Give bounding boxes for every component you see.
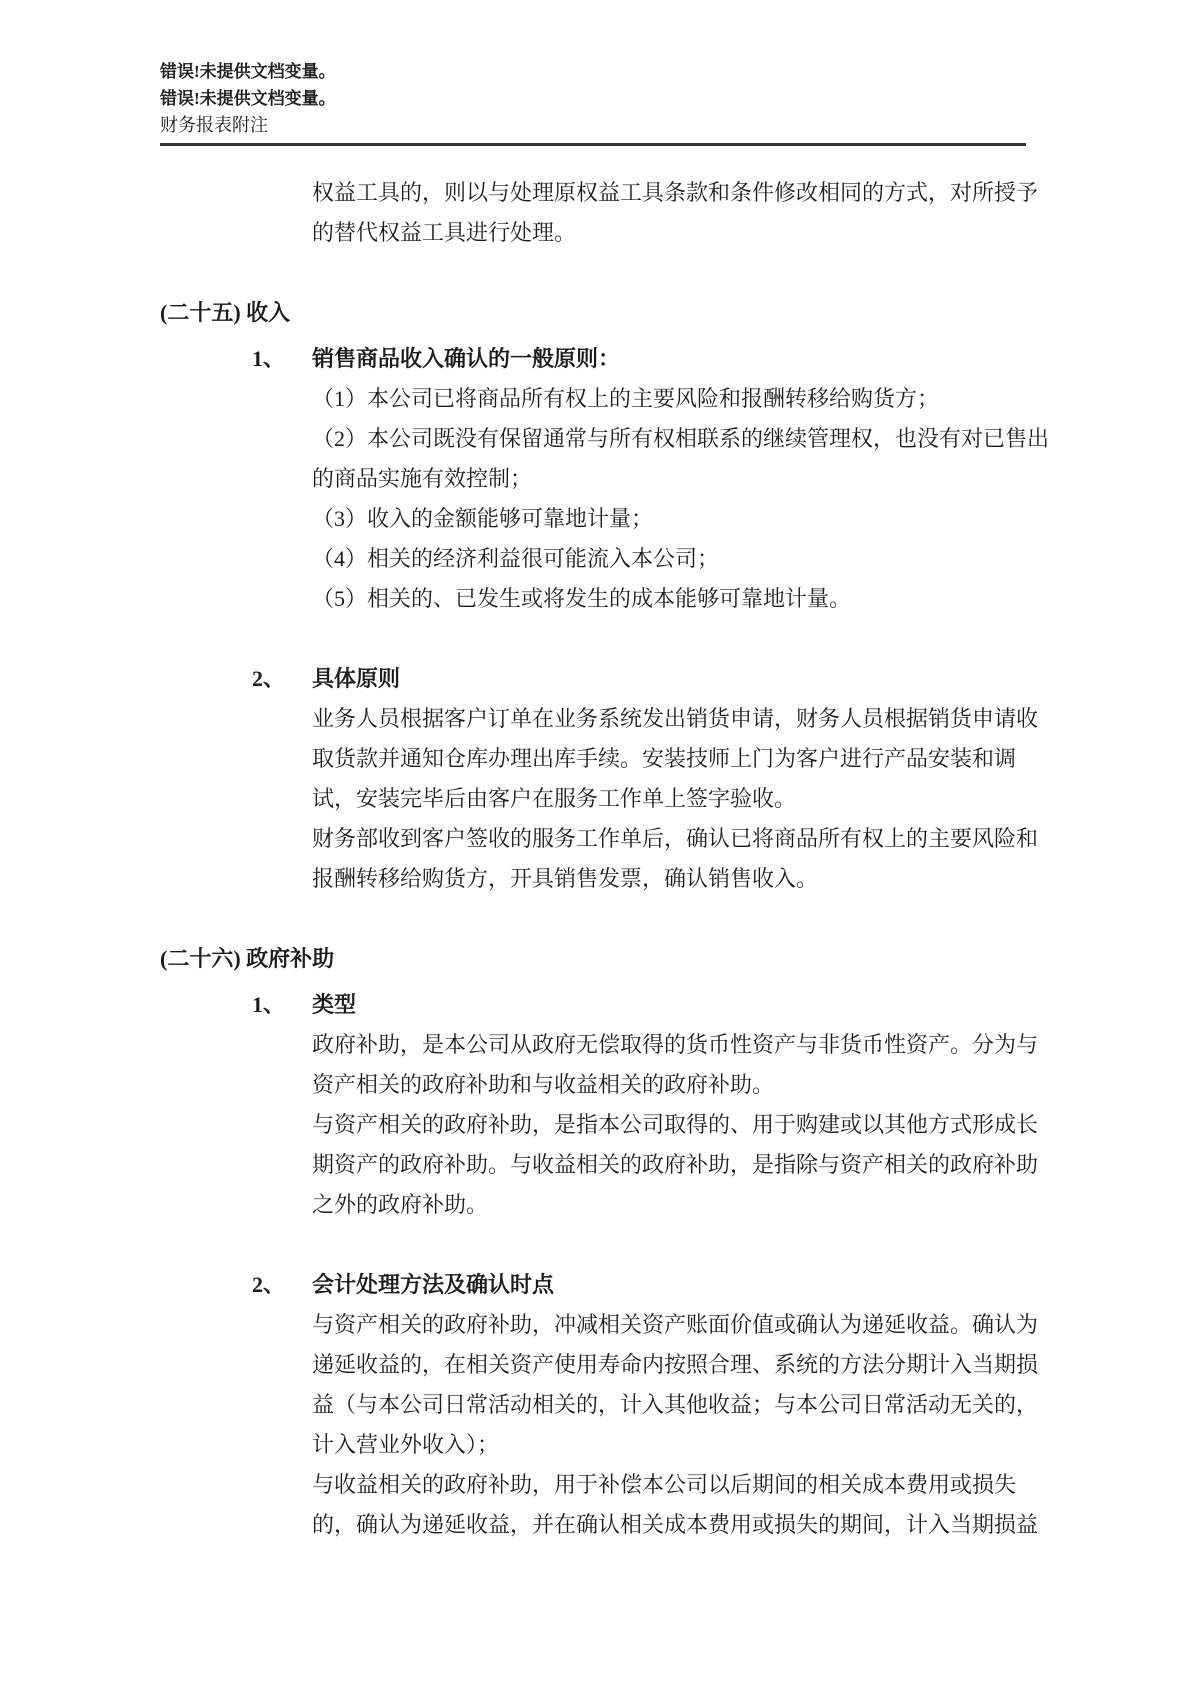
paragraph-line: 财务部收到客户签收的服务工作单后，确认已将商品所有权上的主要风险和 bbox=[312, 826, 1039, 851]
section-title: (二十五) 收入 bbox=[160, 300, 291, 325]
item-heading-row bbox=[160, 1265, 1080, 1305]
numbered-item bbox=[160, 1265, 1080, 1545]
item-number: 2、 bbox=[252, 1272, 286, 1297]
section-government-grants bbox=[160, 939, 1080, 1545]
item-number: 1、 bbox=[252, 992, 286, 1017]
paragraph-line: 的替代权益工具进行处理。 bbox=[312, 220, 577, 245]
paragraph-line: （4）相关的经济利益很可能流入本公司； bbox=[312, 546, 720, 571]
numbered-item bbox=[160, 985, 1080, 1225]
paragraph-line: 递延收益的，在相关资产使用寿命内按照合理、系统的方法分期计入当期损 bbox=[312, 1352, 1039, 1377]
intro-paragraph bbox=[312, 173, 1080, 253]
paragraph-line: 取货款并通知仓库办理出库手续。安装技师上门为客户进行产品安装和调 bbox=[312, 746, 1017, 771]
document-subtitle: 财务报表附注 bbox=[160, 115, 268, 135]
item-heading-row bbox=[160, 339, 1080, 379]
item-body bbox=[312, 1305, 1080, 1545]
paragraph-line: 与资产相关的政府补助，冲减相关资产账面价值或确认为递延收益。确认为 bbox=[312, 1312, 1039, 1337]
paragraph-line: 报酬转移给购货方，开具销售发票，确认销售收入。 bbox=[312, 866, 819, 891]
item-heading-row bbox=[160, 659, 1080, 699]
item-number: 2、 bbox=[252, 666, 286, 691]
paragraph-line: 益（与本公司日常活动相关的，计入其他收益；与本公司日常活动无关的， bbox=[312, 1392, 1039, 1417]
paragraph-line: （5）相关的、已发生或将发生的成本能够可靠地计量。 bbox=[312, 586, 852, 611]
item-heading-row bbox=[160, 985, 1080, 1025]
item-body bbox=[312, 379, 1080, 619]
paragraph-line: 资产相关的政府补助和与收益相关的政府补助。 bbox=[312, 1072, 775, 1097]
item-heading: 会计处理方法及确认时点 bbox=[312, 1272, 555, 1297]
section-title: (二十六) 政府补助 bbox=[160, 946, 335, 971]
paragraph-line: 与收益相关的政府补助，用于补偿本公司以后期间的相关成本费用或损失 bbox=[312, 1472, 1017, 1497]
paragraph-line: 业务人员根据客户订单在业务系统发出销货申请，财务人员根据销货申请收 bbox=[312, 706, 1039, 731]
item-number: 1、 bbox=[252, 346, 286, 371]
item-heading: 类型 bbox=[312, 992, 357, 1017]
item-body bbox=[312, 1025, 1080, 1225]
item-body bbox=[312, 699, 1080, 899]
numbered-item bbox=[160, 659, 1080, 899]
paragraph-line: 的商品实施有效控制； bbox=[312, 466, 533, 491]
paragraph-line: 之外的政府补助。 bbox=[312, 1192, 489, 1217]
paragraph-line: 试，安装完毕后由客户在服务工作单上签字验收。 bbox=[312, 786, 797, 811]
page-header bbox=[160, 58, 1080, 146]
paragraph-line: 与资产相关的政府补助，是指本公司取得的、用于购建或以其他方式形成长 bbox=[312, 1112, 1039, 1137]
paragraph-line: （2）本公司既没有保留通常与所有权相联系的继续管理权，也没有对已售出 bbox=[312, 426, 1050, 451]
paragraph-line: （1）本公司已将商品所有权上的主要风险和报酬转移给购货方； bbox=[312, 386, 940, 411]
section-revenue bbox=[160, 293, 1080, 899]
header-error-line-1: 错误!未提供文档变量。 bbox=[160, 62, 336, 81]
paragraph-line: 政府补助，是本公司从政府无偿取得的货币性资产与非货币性资产。分为与 bbox=[312, 1032, 1039, 1057]
item-heading: 具体原则 bbox=[312, 666, 401, 691]
paragraph-line: 权益工具的，则以与处理原权益工具条款和条件修改相同的方式，对所授予 bbox=[312, 180, 1039, 205]
paragraph-line: 的，确认为递延收益，并在确认相关成本费用或损失的期间，计入当期损益 bbox=[312, 1512, 1039, 1537]
numbered-item bbox=[160, 339, 1080, 619]
paragraph-line: （3）收入的金额能够可靠地计量； bbox=[312, 506, 654, 531]
paragraph-line: 期资产的政府补助。与收益相关的政府补助，是指除与资产相关的政府补助 bbox=[312, 1152, 1039, 1177]
header-rule bbox=[160, 143, 1026, 146]
item-heading: 销售商品收入确认的一般原则： bbox=[312, 346, 621, 371]
header-error-line-2: 错误!未提供文档变量。 bbox=[160, 89, 336, 108]
paragraph-line: 计入营业外收入）； bbox=[312, 1432, 500, 1457]
